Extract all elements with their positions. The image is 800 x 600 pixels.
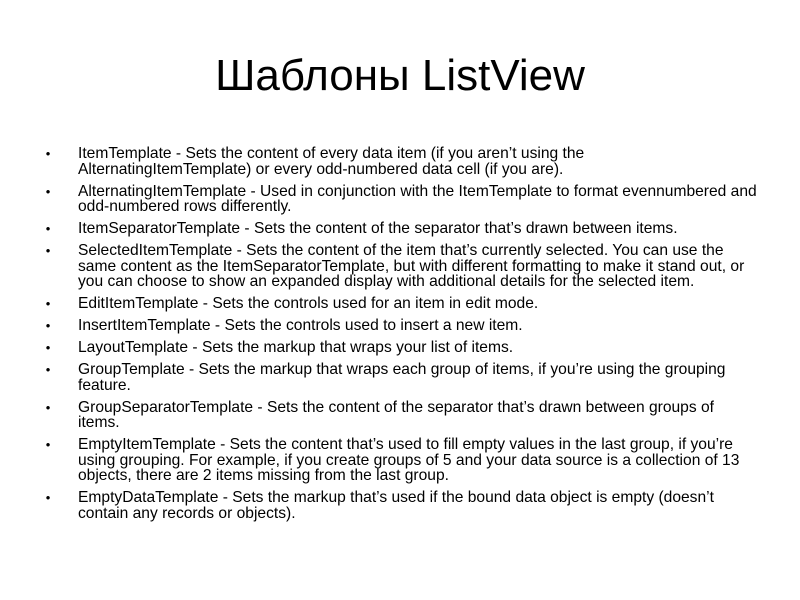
list-item-text: EmptyDataTemplate - Sets the markup that’s used if the bound data object is empty (doesn’t contain any records or objects). [78,489,714,522]
bullet-icon: • [45,146,51,161]
bullet-icon: • [45,340,51,355]
list-item [42,146,758,177]
list-item [42,400,758,431]
list-item [42,184,758,215]
list-item [42,437,758,484]
list-item-text: GroupTemplate - Sets the markup that wraps each group of items, if you’re using the grouping feature. [78,361,726,394]
bullet-icon: • [45,318,51,333]
list-item-text: LayoutTemplate - Sets the markup that wraps your list of items. [78,339,514,356]
list-item-text: SelectedItemTemplate - Sets the content of the item that’s currently selected. You can use the same content as the ItemSeparatorTemplate, but with different formatting to make it stand out, or you can choose to show an expanded display with additional details for the selected item. [78,242,745,290]
bullet-icon: • [45,221,51,236]
bullet-icon: • [45,183,51,199]
list-item [42,362,758,393]
bullet-icon: • [45,490,51,505]
list-item [42,243,758,290]
bullet-icon: • [45,437,51,452]
list-item-text: AlternatingItemTemplate - Used in conjunction with the ItemTemplate to format evennumbered and odd-numbered rows differently. [78,182,757,215]
bullet-list [42,146,758,528]
list-item-text: EditItemTemplate - Sets the controls used for an item in edit mode. [78,295,539,312]
bullet-icon: • [45,399,51,415]
list-item-text: InsertItemTemplate - Sets the controls used to insert a new item. [78,317,523,334]
list-item [42,221,758,237]
list-item-text: ItemSeparatorTemplate - Sets the content of the separator that’s drawn between items. [78,220,678,237]
slide-title: Шаблоны ListView [215,51,585,100]
list-item-text: GroupSeparatorTemplate - Sets the content of the separator that’s drawn between groups of items. [78,398,714,431]
list-item-text: EmptyItemTemplate - Sets the content that’s used to fill empty values in the last group, if you’re using grouping. For example, if you create groups of 5 and your data source is a collection of 13 objects, there are 2 items missing from the last group. [78,436,740,484]
list-item [42,340,758,356]
bullet-icon: • [45,296,51,311]
list-item-text: ItemTemplate - Sets the content of every data item (if you aren’t using the AlternatingItemTemplate) or every odd-numbered data cell (if you are). [78,145,585,178]
list-item [42,318,758,334]
bullet-icon: • [45,362,51,377]
list-item [42,296,758,312]
bullet-icon: • [45,243,51,258]
list-item [42,490,758,521]
